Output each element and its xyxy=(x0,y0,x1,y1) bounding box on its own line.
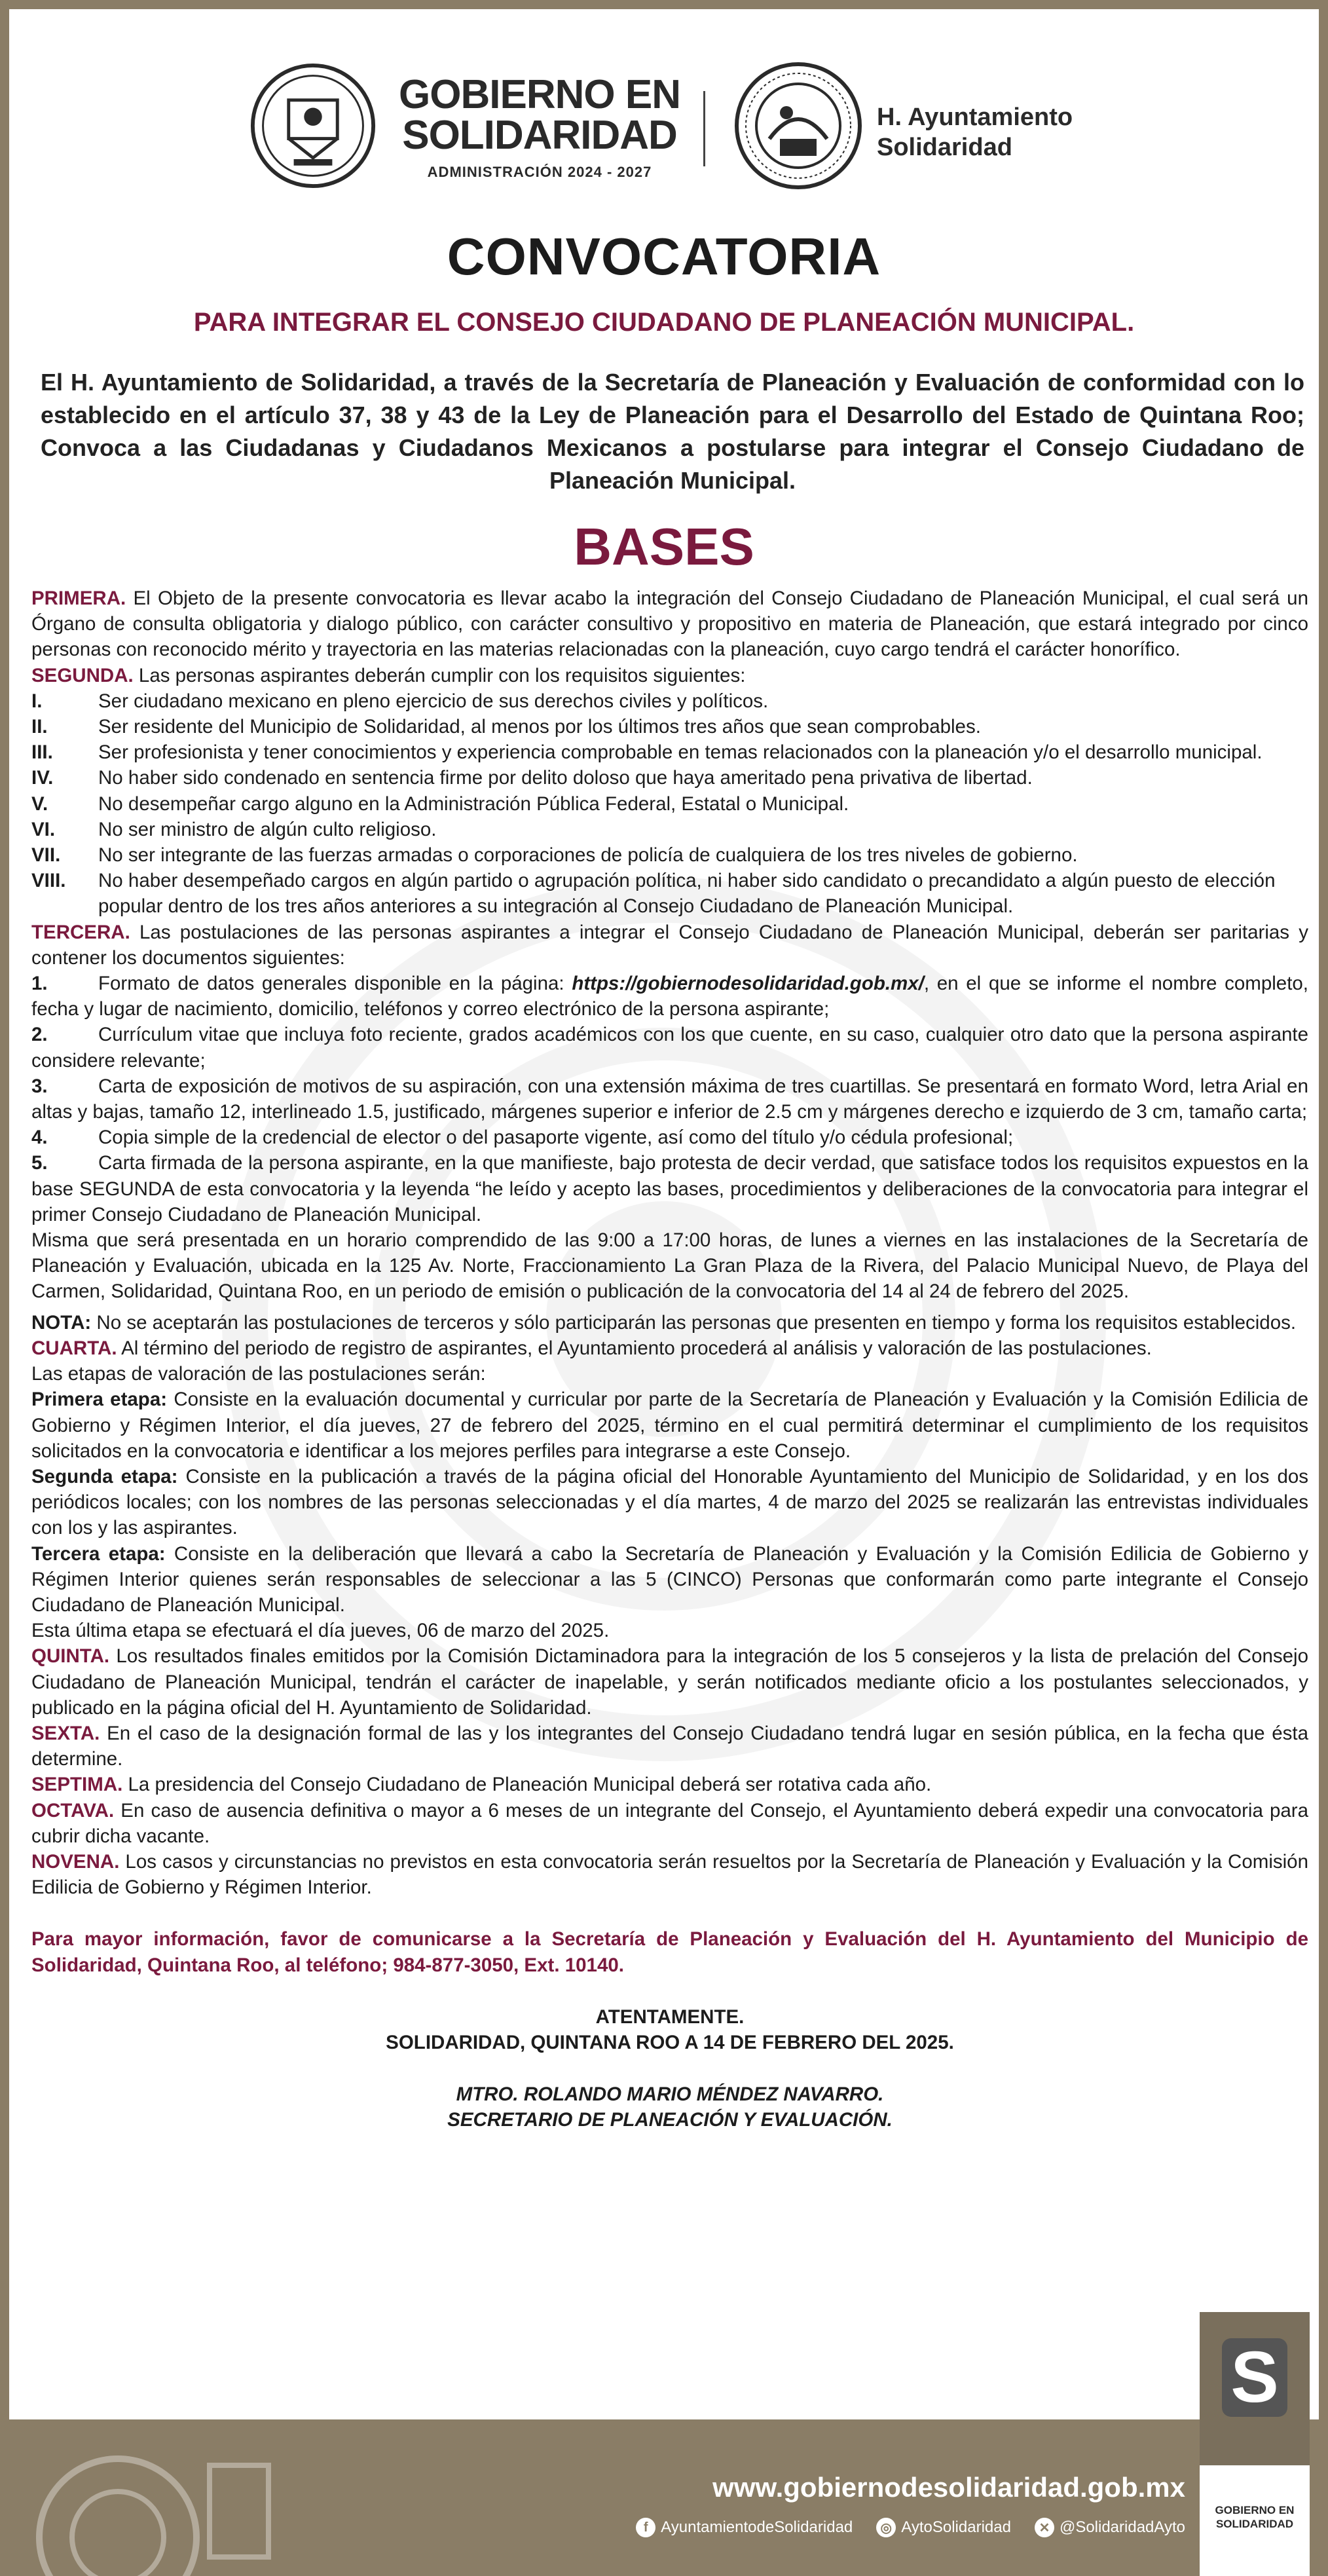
base-octava xyxy=(31,1798,1308,1849)
list-number: 4. xyxy=(31,1127,48,1149)
etapa-label: Primera etapa: xyxy=(31,1389,168,1411)
etapa-text: Consiste en la deliberación que llevará a cabo la Secretaría de Planeación y Evaluación y la Comisión Edilicia de Gobierno y Régimen Interior quienes serán responsables de seleccionar a las 5 (CINCO) Personas que conformarán como parte integrante el Consejo Ciudadano de Planeación Municipal. xyxy=(31,1542,1309,1616)
etapas-intro: Las etapas de valoración de las postulaciones serán: xyxy=(31,1363,486,1385)
list-text: Carta firmada de la persona aspirante, en la que manifieste, bajo protesta de decir verdad, que satisface todos los requisitos expuestos en la base SEGUNDA de esta convocatoria y la leyenda “he leído y acepto las bases, procedimientos y deliberaciones de la convocatoria para integrar el primer Consejo Ciudadano de Planeación Municipal. xyxy=(31,1152,1308,1225)
etapa-segunda xyxy=(31,1464,1308,1541)
list-number: 3. xyxy=(31,1075,48,1097)
nota-paragraph xyxy=(31,1310,1308,1335)
gobierno-title-line2: SOLIDARIDAD xyxy=(402,113,677,158)
nota-text: No se aceptarán las postulaciones de terceros y sólo participarán las personas que presenten en tiempo y forma los requisitos establecidos. xyxy=(91,1311,1297,1334)
submission-paragraph: Misma que será presentada en un horario comprendido de las 9:00 a 17:00 horas, de lunes a viernes en las instalaciones de la Secretaría de Planeación y Evaluación, ubicada en la 125 Av. Norte, Fraccionamiento La Gran Plaza de la Rivera, del Palacio Municipal Nuevo, de Playa del Carmen, Solidaridad, Quintana Roo, en un periodo de emisión o publicación de la convocatoria del 14 al 24 de febrero del 2025. xyxy=(31,1229,1308,1303)
document-item-3 xyxy=(31,1073,1308,1125)
x-link[interactable] xyxy=(1035,2518,1185,2537)
bases-heading: BASES xyxy=(574,517,754,576)
intro-paragraph: El H. Ayuntamiento de Solidaridad, a través de la Secretaría de Planeación y Evaluación de conformidad con lo establecido en el artículo 37, 38 y 43 de la Ley de Planeación para el Desarrollo del Estado de Quintana Roo; Convoca a las Ciudadanas y Ciudadanos Mexicanos a postularse para integrar el Consejo Ciudadano de Planeación Municipal. xyxy=(41,369,1304,494)
letterhead xyxy=(9,55,1319,193)
list-text: No desempeñar cargo alguno en la Administración Pública Federal, Estatal o Municipal. xyxy=(98,793,849,815)
etapa-tercera xyxy=(31,1541,1308,1618)
signer-title: SECRETARIO DE PLANEACIÓN Y EVALUACIÓN. xyxy=(447,2109,893,2131)
badge-text xyxy=(1200,2503,1310,2531)
instagram-link[interactable] xyxy=(876,2518,1011,2537)
list-number: VII. xyxy=(31,844,61,867)
x-handle: @SolidaridadAyto xyxy=(1059,2518,1185,2536)
list-number: IV. xyxy=(31,767,54,789)
badge-line1: GOBIERNO EN xyxy=(1215,2504,1295,2516)
footer-band xyxy=(0,2419,1328,2576)
document-page xyxy=(9,9,1319,2419)
list-item xyxy=(31,739,1308,765)
facebook-icon: f xyxy=(636,2518,655,2537)
base-text: Las postulaciones de las personas aspirantes a integrar el Consejo Ciudadano de Planeación Municipal, deberán ser paritarias y contener los documentos siguientes: xyxy=(31,921,1308,969)
base-label: TERCERA. xyxy=(31,921,130,943)
base-tercera xyxy=(31,920,1308,971)
spacer xyxy=(31,2055,1308,2081)
list-text: No haber sido condenado en sentencia firme por delito doloso que haya ameritado pena privativa de libertad. xyxy=(98,767,1033,789)
gobierno-title xyxy=(396,72,684,158)
spacer xyxy=(31,1305,1308,1310)
base-text: El Objeto de la presente convocatoria es llevar acabo la integración del Consejo Ciudadano de Planeación Municipal, el cual será un Órgano de consulta obligatoria y dialogo público, con carácter consultivo y propositivo en materia de Planeación, que estará integrado por cinco personas con reconocido mérito y trayectoria en las materias relacionadas con la planeación, cuyo cargo tendrá el carácter honorífico. xyxy=(31,588,1308,661)
list-item xyxy=(31,688,1308,714)
document-title: CONVOCATORIA xyxy=(447,227,881,286)
base-cuarta xyxy=(31,1335,1308,1361)
base-primera xyxy=(31,586,1308,663)
facebook-link[interactable] xyxy=(636,2518,853,2537)
ayuntamiento-name xyxy=(877,102,1073,162)
gobierno-title-line1: GOBIERNO EN xyxy=(399,72,680,117)
ayuntamiento-seal-icon xyxy=(733,60,864,191)
bases-body xyxy=(31,586,1308,2133)
base-quinta xyxy=(31,1643,1308,1721)
list-text: No ser ministro de algún culto religioso. xyxy=(98,818,437,840)
list-text: No ser integrante de las fuerzas armadas o corporaciones de policía de cualquiera de los tres niveles de gobierno. xyxy=(98,844,1078,867)
list-text: No haber desempeñado cargos en algún partido o agrupación política, ni haber sido candidato o precandidato a algún puesto de elección popular dentro de los tres años anteriores a su integración al Consejo Ciudadano de Planeación Municipal. xyxy=(98,870,1276,918)
list-number: VI. xyxy=(31,818,56,840)
list-text: Currículum vitae que incluya foto reciente, grados académicos con los que cuente, en su caso, cualquier otro dato que la persona aspirante considere relevante; xyxy=(31,1024,1308,1072)
base-label: SEXTA. xyxy=(31,1722,100,1744)
administracion-label: ADMINISTRACIÓN 2024 - 2027 xyxy=(427,164,652,180)
list-item xyxy=(31,817,1308,842)
social-links xyxy=(636,2518,1185,2537)
spacer xyxy=(31,1978,1308,2004)
base-label: QUINTA. xyxy=(31,1645,110,1668)
list-number: II. xyxy=(31,716,48,738)
list-item xyxy=(31,842,1308,868)
base-segunda xyxy=(31,663,1308,688)
badge-line2: SOLIDARIDAD xyxy=(1215,2518,1294,2530)
etapa-label: Segunda etapa: xyxy=(31,1465,178,1487)
base-label: OCTAVA. xyxy=(31,1799,115,1821)
badge-bottom xyxy=(1200,2465,1310,2576)
list-text: Ser residente del Municipio de Solidaridad, al menos por los últimos tres años que sean comprobables. xyxy=(98,716,981,738)
document-item-4 xyxy=(31,1125,1308,1150)
facebook-handle: AyuntamientodeSolidaridad xyxy=(661,2518,853,2536)
base-text: En caso de ausencia definitiva o mayor a 6 meses de un integrante del Consejo, el Ayuntamiento deberá expedir una convocatoria para cubrir dicha vacante. xyxy=(31,1799,1308,1847)
list-number: V. xyxy=(31,793,48,815)
badge-top xyxy=(1200,2312,1310,2465)
solidaridad-badge xyxy=(1200,2312,1310,2576)
list-number: III. xyxy=(31,741,53,764)
base-text: La presidencia del Consejo Ciudadano de Planeación Municipal deberá ser rotativa cada año. xyxy=(122,1774,932,1796)
list-text: Copia simple de la credencial de elector o del pasaporte vigente, así como del título y/o cédula profesional; xyxy=(98,1127,1014,1149)
list-text: Ser profesionista y tener conocimientos y experiencia comprobable en temas relacionados con la planeación y/o el desarrollo municipal. xyxy=(98,741,1263,764)
list-number: 5. xyxy=(31,1152,48,1174)
badge-s-letter: S xyxy=(1222,2338,1287,2417)
footer-website-link[interactable]: www.gobiernodesolidaridad.gob.mx xyxy=(712,2472,1185,2503)
base-text: Los casos y circunstancias no previstos en esta convocatoria serán resueltos por la Secretaría de Planeación y Evaluación y la Comisión Edilicia de Gobierno y Régimen Interior. xyxy=(31,1850,1308,1899)
base-text: En el caso de la designación formal de las y los integrantes del Consejo Ciudadano tendrá lugar en sesión pública, en la fecha que ésta determine. xyxy=(31,1722,1308,1770)
document-item-1 xyxy=(31,971,1308,1022)
document-item-2 xyxy=(31,1022,1308,1073)
list-text: Ser ciudadano mexicano en pleno ejercicio de sus derechos civiles y políticos. xyxy=(98,690,769,712)
contact-info: Para mayor información, favor de comunicarse a la Secretaría de Planeación y Evaluación del H. Ayuntamiento del Municipio de Solidaridad, Quintana Roo, al teléfono; 984-877-3050, Ext. 10140. xyxy=(31,1928,1308,1976)
ayuntamiento-line1: H. Ayuntamiento xyxy=(877,103,1073,131)
website-link[interactable]: https://gobiernodesolidaridad.gob.mx/ xyxy=(572,973,924,995)
list-text: Carta de exposición de motivos de su aspiración, con una extensión máxima de tres cuartillas. Se presentará en formato Word, letra Arial en altas y bajas, tamaño 12, interlineado 1.5, justificado, márgenes superior e inferior de 2.5 cm y márgenes derecho e izquierdo de 3 cm, tamaño carta; xyxy=(31,1075,1308,1123)
list-text: , en el que se informe el nombre completo, fecha y lugar de nacimiento, domicilio, teléfonos y correo electrónico de la persona aspirante; xyxy=(31,973,1308,1020)
closing-place-date: SOLIDARIDAD, QUINTANA ROO A 14 DE FEBRERO DEL 2025. xyxy=(386,2031,954,2053)
ultima-etapa: Esta última etapa se efectuará el día jueves, 06 de marzo del 2025. xyxy=(31,1620,610,1642)
etapa-text: Consiste en la evaluación documental y curricular por parte de la Secretaría de Planeación y Evaluación y la Comisión Edilicia de Gobierno y Régimen Interior, el día jueves, 27 de febrero del 2025, término en el cual permitirá determinar el cumplimiento de los requisitos solicitados en la convocatoria e identificar a los mejores perfiles para integrarse a este Consejo. xyxy=(31,1389,1308,1462)
instagram-handle: AytoSolidaridad xyxy=(901,2518,1011,2536)
list-item xyxy=(31,714,1308,739)
document-item-5 xyxy=(31,1150,1308,1227)
base-label: SEPTIMA. xyxy=(31,1774,123,1796)
list-number: 1. xyxy=(31,973,48,995)
footer-decoration-icon xyxy=(13,2426,295,2576)
instagram-icon: ◎ xyxy=(876,2518,896,2537)
etapa-label: Tercera etapa: xyxy=(31,1542,166,1565)
base-sexta xyxy=(31,1721,1308,1772)
etapa-text: Consiste en la publicación a través de la página oficial del Honorable Ayuntamiento del Municipio de Solidaridad, y en los dos periódicos locales; con los nombres de las personas seleccionadas y el día martes, 4 de marzo del 2025 se realizarán las entrevistas individuales con los y las aspirantes. xyxy=(31,1465,1309,1539)
list-number: VIII. xyxy=(31,870,66,892)
list-text: Formato de datos generales disponible en la página: xyxy=(98,973,572,995)
base-label: NOVENA. xyxy=(31,1850,120,1873)
document-subtitle: PARA INTEGRAR EL CONSEJO CIUDADANO DE PLANEACIÓN MUNICIPAL. xyxy=(193,308,1135,337)
list-item xyxy=(31,791,1308,817)
nota-label: NOTA: xyxy=(31,1311,92,1334)
signer-name: MTRO. ROLANDO MARIO MÉNDEZ NAVARRO. xyxy=(456,2083,884,2106)
base-label: CUARTA. xyxy=(31,1337,117,1359)
gobierno-seal-icon xyxy=(249,62,377,190)
list-item xyxy=(31,765,1308,791)
base-novena xyxy=(31,1849,1308,1900)
base-text: Las personas aspirantes deberán cumplir con los requisitos siguientes: xyxy=(133,664,746,686)
base-label: SEGUNDA. xyxy=(31,664,134,686)
etapa-primera xyxy=(31,1387,1308,1464)
base-septima xyxy=(31,1772,1308,1797)
ayuntamiento-line2: Solidaridad xyxy=(877,134,1012,161)
base-text: Los resultados finales emitidos por la Comisión Dictaminadora para la integración de los 5 consejeros y la lista de prelación del Consejo Ciudadano de Planeación Municipal, tendrán el carácter de inapelable, y serán notificados mediante oficio a los postulantes seleccionados, y publicado en la página oficial del H. Ayuntamiento de Solidaridad. xyxy=(31,1645,1308,1719)
x-icon: ✕ xyxy=(1035,2518,1054,2537)
list-number: I. xyxy=(31,690,43,712)
closing-atentamente: ATENTAMENTE. xyxy=(595,2006,745,2028)
list-item xyxy=(31,868,1308,919)
base-text: Al término del periodo de registro de aspirantes, el Ayuntamiento procederá al análisis y valoración de las postulaciones. xyxy=(117,1337,1152,1359)
header-divider xyxy=(703,91,705,166)
list-number: 2. xyxy=(31,1024,48,1046)
base-label: PRIMERA. xyxy=(31,588,126,609)
